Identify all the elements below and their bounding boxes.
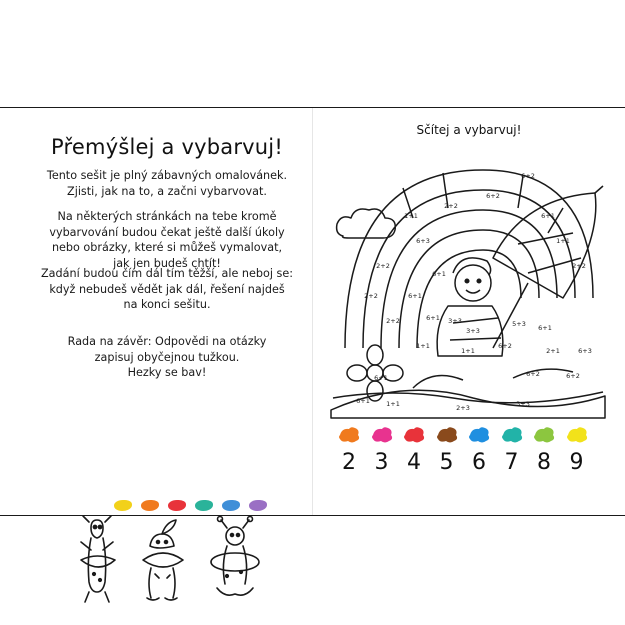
- sum-label: 2+1: [546, 347, 560, 355]
- text-line: vybarvování budou čekat ještě další úkoly: [49, 225, 285, 239]
- text-line: nebo obrázky, které si můžeš vymalovat,: [51, 241, 283, 255]
- cloud-icon: [337, 209, 396, 238]
- exercise-title: Sčítej a vybarvuj!: [416, 123, 522, 137]
- palette-number: 6: [472, 450, 486, 475]
- sum-label: 6+3: [578, 347, 592, 355]
- sum-label: 3+3: [516, 400, 530, 408]
- aliens-illustration: [67, 512, 277, 612]
- crayon-swatch: [114, 500, 132, 511]
- paint-splash-icon: [468, 426, 490, 444]
- page-title: Přemýšlej a vybarvuj!: [51, 135, 283, 159]
- alien-tall-icon: [81, 516, 115, 602]
- sum-label: 6+2: [498, 342, 512, 350]
- sum-label: 6+1: [541, 212, 555, 220]
- paint-splash-icon: [403, 426, 425, 444]
- sum-label: 1+1: [461, 347, 475, 355]
- text-line: Zadání budou čím dál tím těžší, ale neboj se:: [41, 267, 293, 280]
- palette-number: 9: [569, 450, 584, 475]
- crayon-swatch: [249, 500, 267, 511]
- sum-label: 6+2: [521, 172, 535, 180]
- paint-splash-icon: [533, 426, 555, 444]
- text-line: na konci sešitu.: [123, 298, 211, 312]
- paint-splash-icon: [338, 426, 360, 444]
- sum-label: 6+1: [538, 324, 552, 332]
- text-line: zapisuj obyčejnou tužkou.: [94, 350, 240, 364]
- palette-item: [400, 426, 428, 486]
- paint-splash-icon: [371, 426, 393, 444]
- text-line: jak jen budeš chtít!: [113, 256, 221, 270]
- paint-splash-icon: [501, 426, 523, 444]
- advice-paragraph: [22, 334, 312, 381]
- palette-item: [368, 426, 396, 486]
- palette-item: [465, 426, 493, 486]
- difficulty-paragraph: [22, 266, 312, 313]
- sum-label: 2+2: [444, 202, 458, 210]
- sum-label: 2+3: [456, 404, 470, 412]
- color-by-sum-picture: [323, 148, 613, 433]
- crayon-swatch: [222, 500, 240, 511]
- palette-item: [563, 426, 591, 486]
- sum-label: 6+2: [566, 372, 580, 380]
- alien-ring-icon: [211, 517, 259, 596]
- sum-label: 1+1: [386, 400, 400, 408]
- paint-splash-icon: [436, 426, 458, 444]
- sum-label: 2+2: [376, 262, 390, 270]
- sum-label: 6+1: [408, 292, 422, 300]
- palette-number: 5: [439, 450, 454, 475]
- sum-label: 5+3: [512, 320, 526, 328]
- crayon-swatch: [141, 500, 159, 511]
- sum-label: 2+2: [386, 317, 400, 325]
- paint-splash-icon: [566, 426, 588, 444]
- palette-item: [530, 426, 558, 486]
- palette-number: 2: [342, 450, 356, 475]
- intro-paragraph: [22, 168, 312, 199]
- palette-number: 7: [504, 450, 519, 475]
- palette-number: 3: [374, 450, 389, 475]
- sum-label: 6+1: [432, 270, 446, 278]
- sum-label: 1+1: [416, 342, 430, 350]
- text-line: Na některých stránkách na tebe kromě: [57, 210, 277, 223]
- palette-number: 8: [537, 450, 551, 475]
- palette-item: [335, 426, 363, 486]
- text-line: když nebudeš vědět jak dál, řešení najdeš: [49, 282, 285, 296]
- child-icon: [437, 258, 503, 356]
- crayon-swatch: [195, 500, 213, 511]
- tasks-paragraph: [22, 209, 312, 271]
- sum-label: 6+2: [486, 192, 500, 200]
- sum-label: 1+1: [404, 212, 418, 220]
- sum-label: 6+3: [416, 237, 430, 245]
- crayon-swatch: [168, 500, 186, 511]
- palette-item: [498, 426, 526, 486]
- text-line: Rada na závěr: Odpovědi na otázky: [67, 335, 267, 348]
- text-line: Zjisti, jak na to, a začni vybarvovat.: [67, 184, 267, 198]
- text-line: Hezky se bav!: [127, 366, 207, 380]
- sum-label: 3+3: [466, 327, 480, 335]
- sum-label: 1+1: [556, 237, 570, 245]
- sum-label: 6+1: [356, 397, 370, 405]
- sum-label: 2+2: [364, 292, 378, 300]
- sum-label: 6+1: [374, 374, 388, 382]
- sum-label: 3+3: [448, 317, 462, 325]
- sum-label: 6+2: [526, 370, 540, 378]
- palette-item: [433, 426, 461, 486]
- alien-leaf-icon: [143, 520, 183, 600]
- left-page: [22, 108, 312, 515]
- palette-number: 4: [407, 450, 421, 475]
- right-page: [313, 108, 625, 515]
- color-key-palette: [335, 426, 605, 486]
- sum-label: 2+2: [572, 262, 586, 270]
- sum-label: 6+1: [426, 314, 440, 322]
- text-line: Tento sešit je plný zábavných omalovánek.: [46, 169, 288, 182]
